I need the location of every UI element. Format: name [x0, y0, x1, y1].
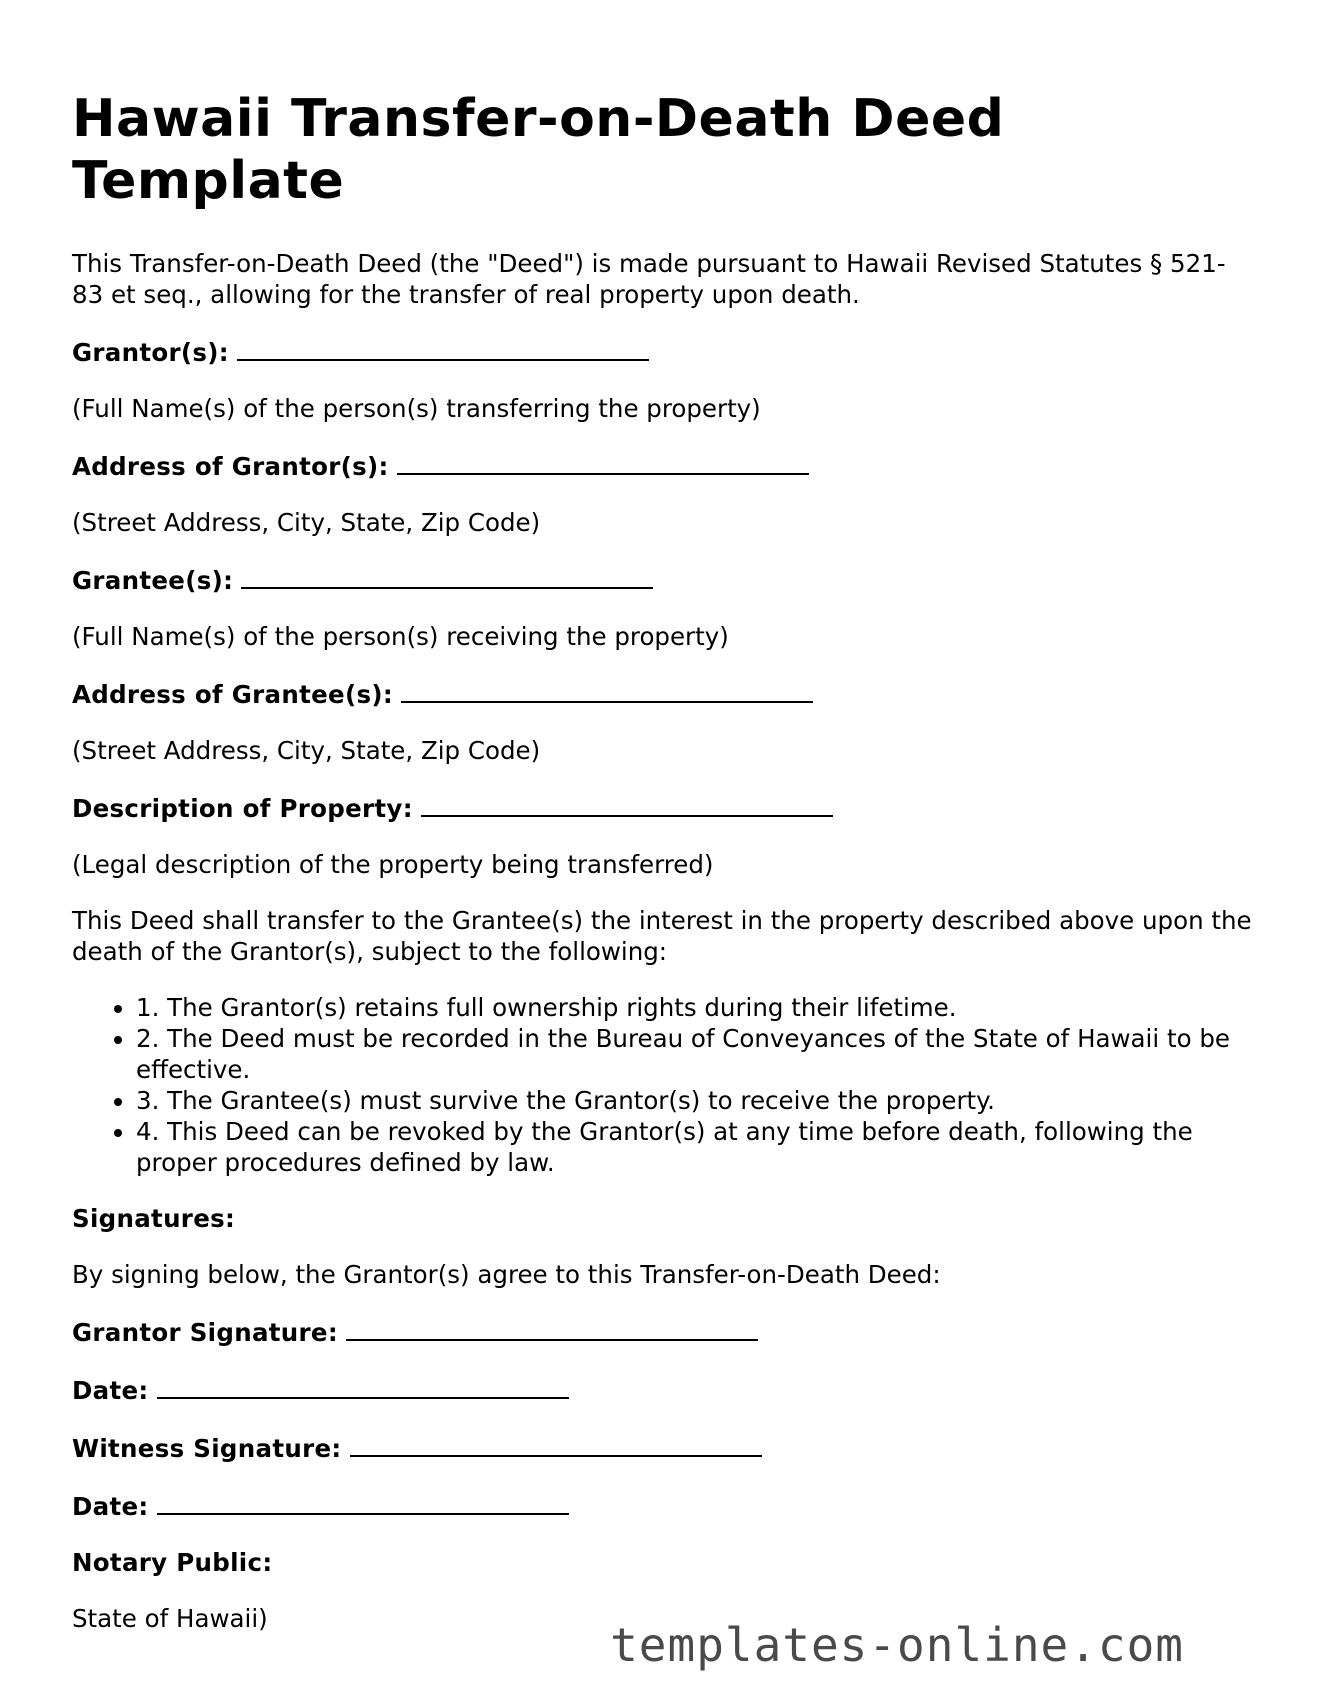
conditions-list: [72, 992, 1252, 1178]
property-hint: (Legal description of the property being transferred): [72, 850, 714, 879]
witness-signature-field: [72, 1431, 1252, 1464]
grantor-signature-blank-line[interactable]: [346, 1315, 758, 1341]
signatures-heading: Signatures:: [72, 1204, 236, 1233]
grantor-address-label: Address of Grantor(s):: [72, 452, 389, 481]
condition-item: • 2. The Deed must be recorded in the Bureau of Conveyances of the State of Hawaii to be effective.: [136, 1023, 1252, 1085]
date-blank-line-2[interactable]: [157, 1489, 569, 1515]
property-label: Description of Property:: [72, 794, 413, 823]
grantor-hint: (Full Name(s) of the person(s) transferring the property): [72, 394, 761, 423]
grantee-address-field: [72, 677, 1252, 710]
document-title: Hawaii Transfer-on-Death Deed Template: [72, 89, 1005, 211]
grantor-signature-label: Grantor Signature:: [72, 1318, 338, 1347]
property-field: [72, 791, 1252, 824]
transfer-paragraph: This Deed shall transfer to the Grantee(s) the interest in the property described above upon the death of the Grantor(s), subject to the following:: [72, 906, 1252, 966]
notary-state-line: State of Hawaii): [72, 1604, 268, 1633]
grantor-label: Grantor(s):: [72, 338, 229, 367]
intro-paragraph: This Transfer-on-Death Deed (the "Deed") is made pursuant to Hawaii Revised Statutes § 521-83 et seq., allowing for the transfer of real property upon death.: [72, 249, 1226, 309]
deed-document: [72, 88, 1252, 1659]
grantee-blank-line[interactable]: [241, 563, 653, 589]
notary-heading: Notary Public:: [72, 1548, 273, 1577]
grantee-address-blank-line[interactable]: [401, 677, 813, 703]
grantor-address-field: [72, 449, 1252, 482]
date-label-1: Date:: [72, 1376, 149, 1405]
grantor-field: [72, 335, 1252, 368]
date-blank-line-1[interactable]: [157, 1373, 569, 1399]
grantee-address-hint: (Street Address, City, State, Zip Code): [72, 736, 541, 765]
condition-item: • 4. This Deed can be revoked by the Grantor(s) at any time before death, following the proper procedures defined by law.: [136, 1116, 1252, 1178]
grantor-signature-field: [72, 1315, 1252, 1348]
grantor-address-blank-line[interactable]: [397, 449, 809, 475]
property-blank-line[interactable]: [421, 791, 833, 817]
grantee-field: [72, 563, 1252, 596]
condition-item: • 1. The Grantor(s) retains full ownership rights during their lifetime.: [136, 992, 1252, 1023]
grantor-address-hint: (Street Address, City, State, Zip Code): [72, 508, 541, 537]
date-field-1: [72, 1373, 1252, 1406]
watermark: templates-online.com: [610, 1618, 1184, 1672]
signatures-intro: By signing below, the Grantor(s) agree to this Transfer-on-Death Deed:: [72, 1260, 941, 1289]
grantee-hint: (Full Name(s) of the person(s) receiving the property): [72, 622, 729, 651]
grantor-blank-line[interactable]: [237, 335, 649, 361]
witness-signature-label: Witness Signature:: [72, 1434, 342, 1463]
date-label-2: Date:: [72, 1492, 149, 1521]
condition-item: • 3. The Grantee(s) must survive the Grantor(s) to receive the property.: [136, 1085, 1252, 1116]
witness-signature-blank-line[interactable]: [350, 1431, 762, 1457]
grantee-label: Grantee(s):: [72, 566, 234, 595]
date-field-2: [72, 1489, 1252, 1522]
grantee-address-label: Address of Grantee(s):: [72, 680, 393, 709]
